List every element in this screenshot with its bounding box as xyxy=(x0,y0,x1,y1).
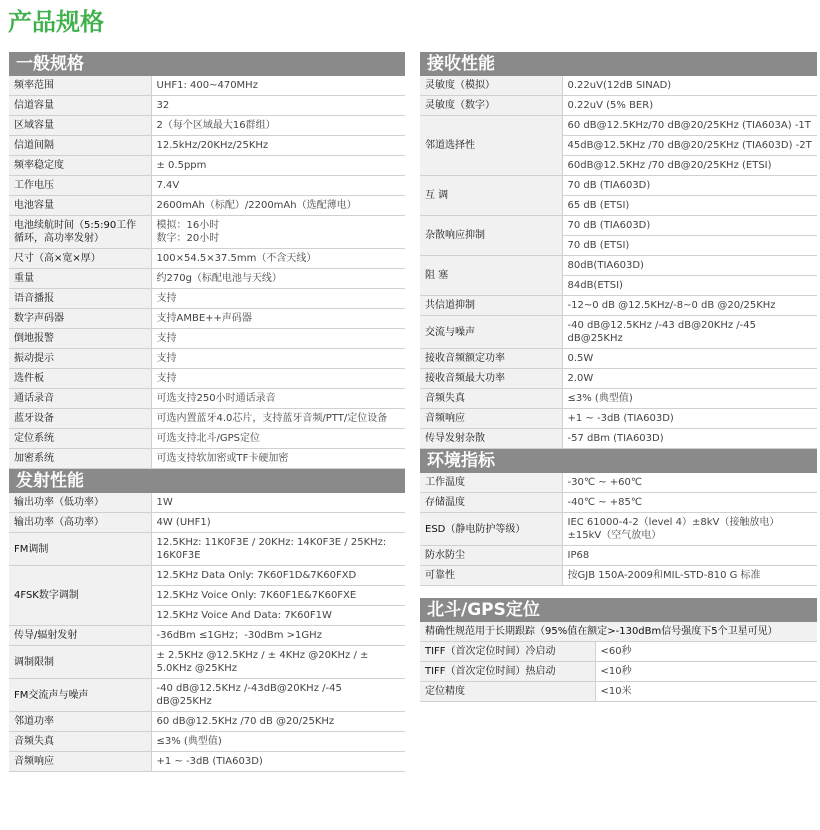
spec-value: -57 dBm (TIA603D) xyxy=(562,429,817,449)
spec-value-line: 12.5KHz Voice Only: 7K60F1E&7K60FXE xyxy=(152,586,406,606)
spec-value: 4W (UHF1) xyxy=(151,513,405,533)
table-row xyxy=(420,296,817,316)
spec-label: FM交流声与噪声 xyxy=(9,679,151,712)
spec-label: 频率稳定度 xyxy=(9,156,151,176)
table-row xyxy=(9,176,405,196)
spec-value-line: 支持 xyxy=(156,373,177,384)
spec-label: FM调制 xyxy=(9,533,151,566)
spec-value: +1 ~ -3dB (TIA603D) xyxy=(151,752,405,772)
spec-value-line: 70 dB (TIA603D) xyxy=(563,176,818,196)
spec-value xyxy=(151,116,405,136)
spec-value-line: 可选内置蓝牙4.0芯片，支持蓝牙音频/PTT/定位设备 xyxy=(156,413,388,424)
spec-label: 尺寸（高×宽×厚） xyxy=(9,249,151,269)
spec-label: 杂散响应抑制 xyxy=(420,216,562,256)
table-row xyxy=(9,409,405,429)
table-row xyxy=(420,116,817,176)
spec-value xyxy=(151,566,405,626)
spec-value-line: 84dB(ETSI) xyxy=(567,280,623,291)
spec-value-line: 60 dB@12.5KHz/70 dB@20/25KHz (TIA603A) -1T xyxy=(563,116,818,136)
spec-value: 0.22uV(12dB SINAD) xyxy=(562,76,817,96)
section-header-receive: 接收性能 xyxy=(420,52,817,76)
spec-value xyxy=(151,329,405,349)
spec-label: 防水防尘 xyxy=(420,546,562,566)
spec-value: 2.0W xyxy=(562,369,817,389)
table-row xyxy=(420,369,817,389)
table-row xyxy=(420,409,817,429)
section-header-transmit: 发射性能 xyxy=(9,469,405,493)
spec-label: 接收音频最大功率 xyxy=(420,369,562,389)
spec-label: 定位系统 xyxy=(9,429,151,449)
spec-value xyxy=(151,76,405,96)
spec-value: <10秒 xyxy=(595,662,817,682)
spec-value-line: UHF1: 400~470MHz xyxy=(156,80,258,91)
spec-label: 定位精度 xyxy=(420,682,595,702)
table-row xyxy=(9,76,405,96)
table-row xyxy=(9,349,405,369)
spec-label: 音频响应 xyxy=(420,409,562,429)
spec-label: 通话录音 xyxy=(9,389,151,409)
spec-value: IP68 xyxy=(562,546,817,566)
spec-label: 倒地报警 xyxy=(9,329,151,349)
spec-value-line: 支持 xyxy=(156,333,177,344)
spec-value: +1 ~ -3dB (TIA603D) xyxy=(562,409,817,429)
spec-value-line: 支持 xyxy=(156,293,177,304)
spec-value xyxy=(151,136,405,156)
table-row xyxy=(9,429,405,449)
gps-accuracy-note: 精确性规范用于长期跟踪（95%值在额定>-130dBm信号强度下5个卫星可见） xyxy=(420,622,817,642)
spec-label: 输出功率（高功率） xyxy=(9,513,151,533)
spec-value-line: 100×54.5×37.5mm（不含天线） xyxy=(156,253,317,264)
spec-value-line: 12.5kHz/20KHz/25KHz xyxy=(156,140,269,151)
table-row xyxy=(9,449,405,469)
spec-value-line: 60dB@12.5KHz /70 dB@20/25KHz (ETSI) xyxy=(567,160,772,171)
spec-value: -30℃ ~ +60℃ xyxy=(562,473,817,493)
table-row xyxy=(420,389,817,409)
spec-label: 信道间隔 xyxy=(9,136,151,156)
table-row xyxy=(9,566,405,626)
spec-label: 蓝牙设备 xyxy=(9,409,151,429)
table-row xyxy=(9,329,405,349)
spec-value xyxy=(151,176,405,196)
spec-value-line: 约270g（标配电池与天线） xyxy=(156,273,282,284)
spec-value: ± 2.5KHz @12.5KHz / ± 4KHz @20KHz / ± 5.0KHz @25KHz xyxy=(151,646,405,679)
spec-label: 音频响应 xyxy=(9,752,151,772)
table-row xyxy=(9,289,405,309)
spec-value xyxy=(151,269,405,289)
table-row xyxy=(9,196,405,216)
table-row xyxy=(420,316,817,349)
spec-value-line: 模拟：16小时 xyxy=(156,220,220,231)
spec-label: 区域容量 xyxy=(9,116,151,136)
spec-value xyxy=(151,389,405,409)
table-row xyxy=(9,249,405,269)
spec-value-line: 可选支持250小时通话录音 xyxy=(156,393,276,404)
spec-value: 0.5W xyxy=(562,349,817,369)
spec-label: 阻 塞 xyxy=(420,256,562,296)
spec-value-line: 80dB(TIA603D) xyxy=(563,256,818,276)
spec-label: 邻道功率 xyxy=(9,712,151,732)
spec-value xyxy=(151,309,405,329)
spec-label: 传导发射杂散 xyxy=(420,429,562,449)
spec-label: 互 调 xyxy=(420,176,562,216)
spec-label: 电池容量 xyxy=(9,196,151,216)
spec-value-line: 12.5KHz Voice And Data: 7K60F1W xyxy=(156,610,332,621)
spec-label: 加密系统 xyxy=(9,449,151,469)
spec-label: 传导/辐射发射 xyxy=(9,626,151,646)
spec-label: ESD（静电防护等级） xyxy=(420,513,562,546)
spec-value xyxy=(151,216,405,249)
section-header-general: 一般规格 xyxy=(9,52,405,76)
spec-label: 调制限制 xyxy=(9,646,151,679)
spec-label: TIFF（首次定位时间）冷启动 xyxy=(420,642,595,662)
general-spec-table xyxy=(9,76,405,469)
table-row xyxy=(9,269,405,289)
spec-value: 60 dB@12.5KHz /70 dB @20/25KHz xyxy=(151,712,405,732)
spec-value-line: 32 xyxy=(156,100,170,111)
spec-value xyxy=(151,409,405,429)
spec-label: 语音播报 xyxy=(9,289,151,309)
table-row xyxy=(9,389,405,409)
table-row xyxy=(420,546,817,566)
spec-value xyxy=(562,176,817,216)
gps-spec-table xyxy=(420,642,817,702)
table-row xyxy=(420,493,817,513)
spec-label: 重量 xyxy=(9,269,151,289)
spec-value: 1W xyxy=(151,493,405,513)
table-row xyxy=(9,216,405,249)
spec-value: 12.5KHz: 11K0F3E / 20KHz: 14K0F3E / 25KHz: 16K0F3E xyxy=(151,533,405,566)
spec-value xyxy=(562,116,817,176)
section-header-gps: 北斗/GPS定位 xyxy=(420,598,817,622)
spec-label: 灵敏度（数字） xyxy=(420,96,562,116)
spec-label: 4FSK数字调制 xyxy=(9,566,151,626)
table-row xyxy=(420,513,817,546)
page-title: 产品规格 xyxy=(8,8,104,36)
spec-value: -12~0 dB @12.5KHz/-8~0 dB @20/25KHz xyxy=(562,296,817,316)
table-row xyxy=(9,369,405,389)
spec-value-line: 7.4V xyxy=(156,180,180,191)
table-row xyxy=(9,493,405,513)
spec-label: 音频失真 xyxy=(9,732,151,752)
table-row xyxy=(420,662,817,682)
spec-value-line: 可选支持软加密或TF卡硬加密 xyxy=(156,453,289,464)
spec-label: 振动提示 xyxy=(9,349,151,369)
table-row xyxy=(9,136,405,156)
table-row xyxy=(9,626,405,646)
left-column xyxy=(9,52,405,772)
table-row xyxy=(9,513,405,533)
table-row xyxy=(9,116,405,136)
spec-label: TIFF（首次定位时间）热启动 xyxy=(420,662,595,682)
table-row xyxy=(9,712,405,732)
table-row xyxy=(420,349,817,369)
table-row xyxy=(9,96,405,116)
spec-label: 共信道抑制 xyxy=(420,296,562,316)
section-header-environment: 环境指标 xyxy=(420,449,817,473)
spec-label: 接收音频额定功率 xyxy=(420,349,562,369)
spec-value xyxy=(562,216,817,256)
spec-value xyxy=(151,156,405,176)
spec-label: 电池续航时间（5:5:90工作循环，高功率发射） xyxy=(9,216,151,249)
table-row xyxy=(9,679,405,712)
table-row xyxy=(9,156,405,176)
spec-value: 0.22uV (5% BER) xyxy=(562,96,817,116)
spec-label: 音频失真 xyxy=(420,389,562,409)
spec-value xyxy=(151,449,405,469)
table-row xyxy=(9,533,405,566)
spec-value-line: 70 dB (ETSI) xyxy=(567,240,630,251)
spec-label: 输出功率（低功率） xyxy=(9,493,151,513)
spec-value-line: 12.5KHz Data Only: 7K60F1D&7K60FXD xyxy=(152,566,406,586)
spec-value: -40℃ ~ +85℃ xyxy=(562,493,817,513)
spec-value-line: 支持 xyxy=(156,353,177,364)
table-row xyxy=(420,642,817,662)
table-row xyxy=(420,429,817,449)
spec-label: 频率范围 xyxy=(9,76,151,96)
spec-value: ≤3% (典型值) xyxy=(562,389,817,409)
spec-value: -40 dB@12.5KHz /-43dB@20KHz /-45 dB@25KHz xyxy=(151,679,405,712)
spec-value xyxy=(151,349,405,369)
spec-value-line: 65 dB (ETSI) xyxy=(567,200,630,211)
spec-value xyxy=(151,249,405,269)
table-row xyxy=(9,732,405,752)
spec-value xyxy=(151,369,405,389)
spec-label: 工作温度 xyxy=(420,473,562,493)
spec-value xyxy=(151,96,405,116)
environment-spec-table xyxy=(420,473,817,586)
spec-value xyxy=(151,289,405,309)
spec-label: 交流与噪声 xyxy=(420,316,562,349)
spec-label: 信道容量 xyxy=(9,96,151,116)
spec-value-line: 2600mAh（标配）/2200mAh（选配薄电） xyxy=(156,200,357,211)
spec-label: 邻道选择性 xyxy=(420,116,562,176)
table-row xyxy=(420,566,817,586)
spec-value: <10米 xyxy=(595,682,817,702)
spec-value-line: 2（每个区域最大16群组） xyxy=(156,120,276,131)
spec-value-line: 支持AMBE++声码器 xyxy=(156,313,252,324)
table-row xyxy=(420,473,817,493)
table-row xyxy=(420,216,817,256)
table-row xyxy=(420,96,817,116)
spec-value xyxy=(151,196,405,216)
spec-value xyxy=(562,256,817,296)
spec-value-line: 可选支持北斗/GPS定位 xyxy=(156,433,260,444)
spec-value: -40 dB@12.5KHz /-43 dB@20KHz /-45 dB@25KHz xyxy=(562,316,817,349)
receive-spec-table xyxy=(420,76,817,449)
spec-label: 灵敏度（模拟） xyxy=(420,76,562,96)
table-row xyxy=(420,682,817,702)
spec-label: 选件板 xyxy=(9,369,151,389)
spec-value: -36dBm ≤1GHz；-30dBm >1GHz xyxy=(151,626,405,646)
spec-value-line: ± 0.5ppm xyxy=(156,160,207,171)
spec-value xyxy=(151,429,405,449)
spec-value: <60秒 xyxy=(595,642,817,662)
table-row xyxy=(420,176,817,216)
spec-label: 可靠性 xyxy=(420,566,562,586)
table-row xyxy=(420,76,817,96)
table-row xyxy=(420,256,817,296)
spec-value: IEC 61000-4-2（level 4）±8kV（接触放电）±15kV（空气放电） xyxy=(562,513,817,546)
spec-label: 工作电压 xyxy=(9,176,151,196)
transmit-spec-table xyxy=(9,493,405,772)
spec-value-line: 45dB@12.5KHz /70 dB@20/25KHz (TIA603D) -2T xyxy=(563,136,818,156)
spec-label: 存储温度 xyxy=(420,493,562,513)
spec-value-line: 数字：20小时 xyxy=(156,233,220,244)
spec-value: ≤3% (典型值) xyxy=(151,732,405,752)
spec-value: 按GJB 150A-2009和MIL-STD-810 G 标准 xyxy=(562,566,817,586)
right-column xyxy=(420,52,817,702)
spec-value-line: 70 dB (TIA603D) xyxy=(563,216,818,236)
table-row xyxy=(9,309,405,329)
spec-label: 数字声码器 xyxy=(9,309,151,329)
table-row xyxy=(9,646,405,679)
table-row xyxy=(9,752,405,772)
